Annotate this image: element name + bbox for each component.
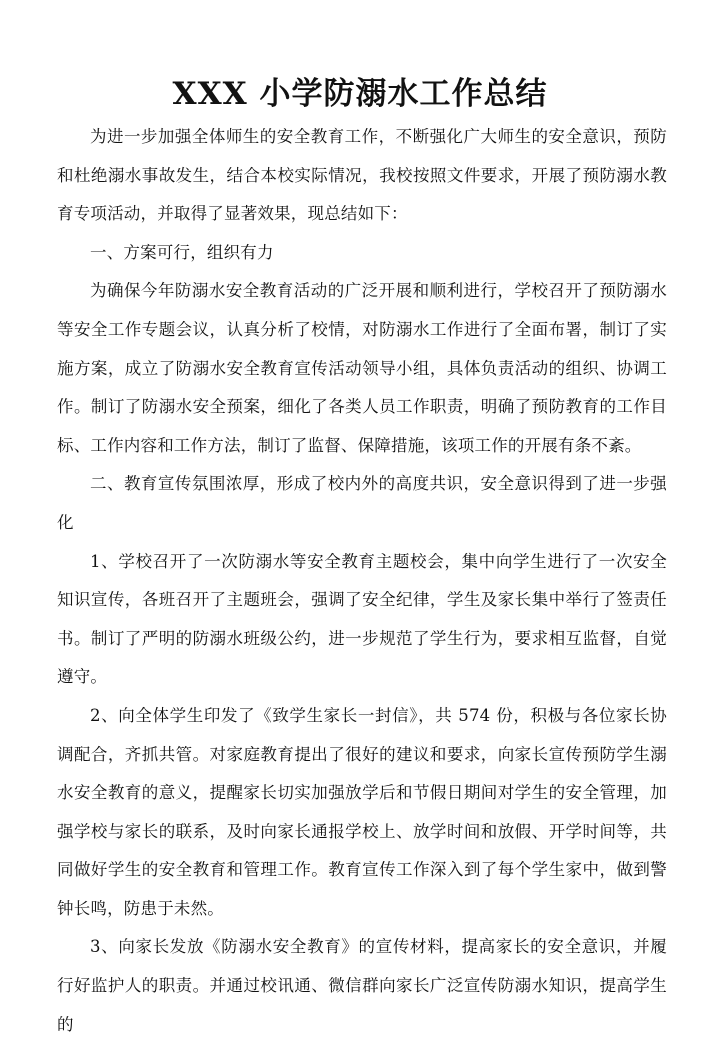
intro-paragraph: 为进一步加强全体师生的安全教育工作，不断强化广大师生的安全意识，预防和杜绝溺水事故发生，结合本校实际情况，我校按照文件要求，开展了预防溺水教育专项活动，并取得了显著效果，现总结如下： (57, 127, 667, 224)
document-body (57, 118, 667, 1044)
section-1-paragraph: 为确保今年防溺水安全教育活动的广泛开展和顺利进行，学校召开了预防溺水等安全工作专题会议，认真分析了校情，对防溺水工作进行了全面布署，制订了实施方案，成立了防溺水安全教育宣传活动领导小组，具体负责活动的组织、协调工作。制订了防溺水安全预案，细化了各类人员工作职责，明确了预防教育的工作目标、工作内容和工作方法，制订了监督、保障措施，该项工作的开展有条不紊。 (57, 281, 667, 455)
item-2-paragraph: 2、向全体学生印发了《致学生家长一封信》，共 574 份，积极与各位家长协调配合，齐抓共管。对家庭教育提出了很好的建议和要求，向家长宣传预防学生溺水安全教育的意义，提醒家长切实加强放学后和节假日期间对学生的安全管理，加强学校与家长的联系，及时向家长通报学校上、放学时间和放假、开学时间等，共同做好学生的安全教育和管理工作。教育宣传工作深入到了每个学生家中，做到警钟长鸣，防患于未然。 (57, 705, 667, 918)
section-heading-1: 一、方案可行，组织有力 (90, 242, 274, 262)
item-3-paragraph: 3、向家长发放《防溺水安全教育》的宣传材料，提高家长的安全意识，并履行好监护人的职责。并通过校讯通、微信群向家长广泛宣传防溺水知识，提高学生的 (57, 937, 667, 1034)
document-title: XXX 小学防溺水工作总结 (172, 76, 548, 112)
item-1-paragraph: 1、学校召开了一次防溺水等安全教育主题校会，集中向学生进行了一次安全知识宣传，各班召开了主题班会，强调了安全纪律，学生及家长集中举行了签责任书。制订了严明的防溺水班级公约，进一步规范了学生行为，要求相互监督，自觉遵守。 (57, 551, 667, 687)
section-heading-2: 二、教育宣传氛围浓厚，形成了校内外的高度共识，安全意识得到了进一步强化 (57, 474, 667, 532)
